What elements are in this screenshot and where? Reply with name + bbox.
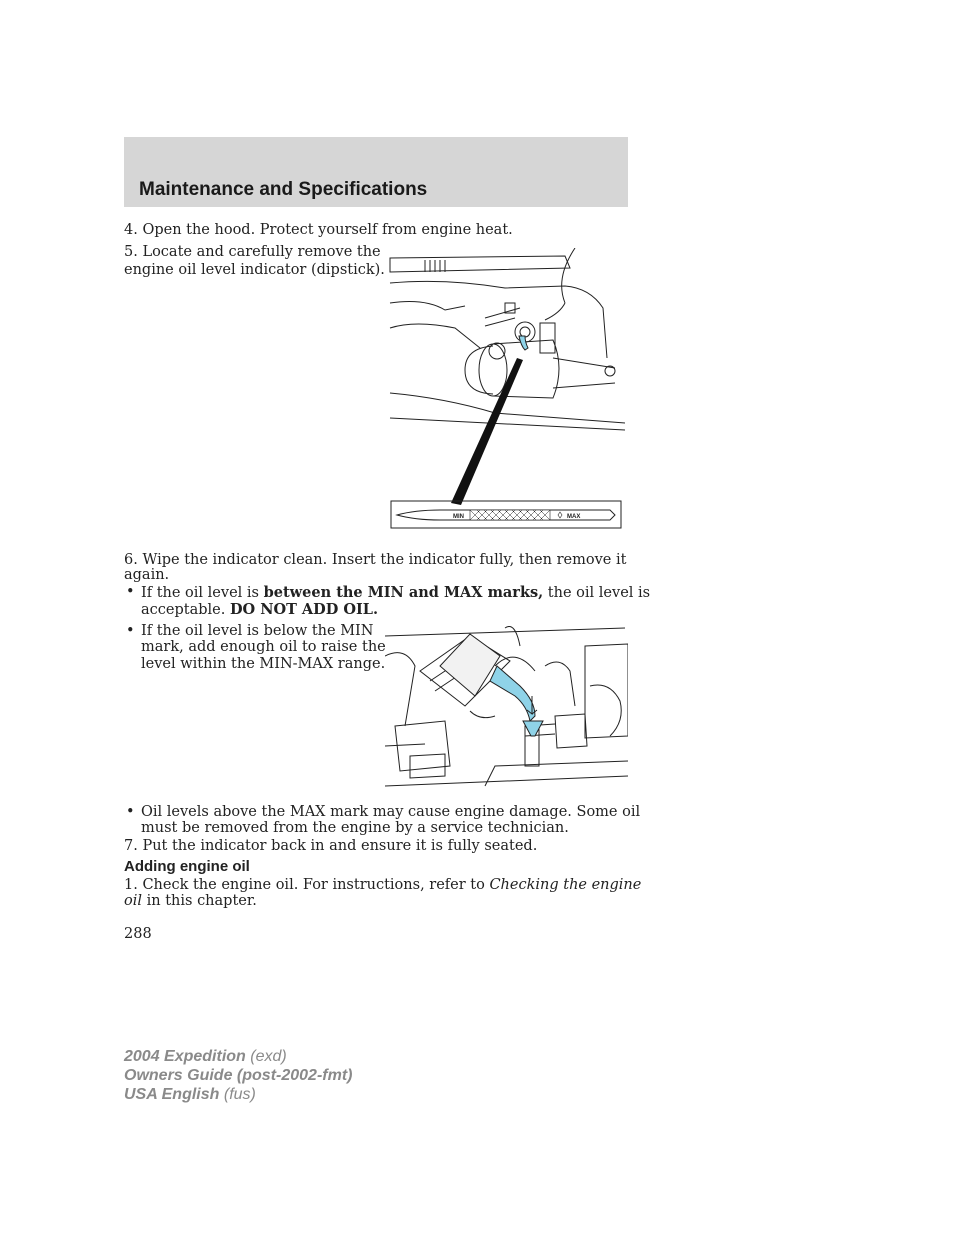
section-title: Maintenance and Specifications xyxy=(139,179,428,200)
bullet-2-line2: mark, add enough oil to raise the xyxy=(141,639,386,655)
adding-step-1-line1: 1. Check the engine oil. For instructions, refer to Checking the engine xyxy=(124,877,642,893)
bullet-3-line1: Oil levels above the MAX mark may cause engine damage. Some oil xyxy=(141,804,641,820)
step-4: 4. Open the hood. Protect yourself from engine heat. xyxy=(124,222,513,238)
footer-line3: USA English (fus) xyxy=(124,1086,256,1103)
footer-line1: 2004 Expedition (exd) xyxy=(124,1048,287,1065)
dipstick-location-illustration xyxy=(385,248,630,533)
document-footer xyxy=(124,1047,352,1104)
bullet-2-line1: If the oil level is below the MIN xyxy=(141,623,374,639)
dipstick-max-label: MAX xyxy=(567,514,581,520)
adding-oil-heading: Adding engine oil xyxy=(124,858,250,875)
bullet-marker: • xyxy=(126,804,135,820)
bullet-1-line2: acceptable. DO NOT ADD OIL. xyxy=(141,601,379,618)
bullet-marker: • xyxy=(126,584,135,600)
step-5-line1: 5. Locate and carefully remove the xyxy=(124,244,381,260)
section-header-bar xyxy=(124,137,628,207)
step-6-line2: again. xyxy=(124,567,170,583)
bullet-1-line1: If the oil level is between the MIN and MAX marks, the oil level is xyxy=(141,584,651,601)
step-5-line2: engine oil level indicator (dipstick). xyxy=(124,262,385,278)
step-6-line1: 6. Wipe the indicator clean. Insert the indicator fully, then remove it xyxy=(124,552,627,568)
page-number: 288 xyxy=(124,926,152,942)
bullet-3-line2: must be removed from the engine by a service technician. xyxy=(141,820,569,836)
dipstick-min-label: MIN xyxy=(453,514,464,520)
add-oil-illustration xyxy=(385,626,628,790)
step-7: 7. Put the indicator back in and ensure it is fully seated. xyxy=(124,838,538,854)
footer-line2: Owners Guide (post-2002-fmt) xyxy=(124,1067,353,1084)
bullet-marker: • xyxy=(126,623,135,639)
bullet-2-line3: level within the MIN-MAX range. xyxy=(141,656,386,672)
adding-step-1-line2: oil in this chapter. xyxy=(124,893,257,909)
